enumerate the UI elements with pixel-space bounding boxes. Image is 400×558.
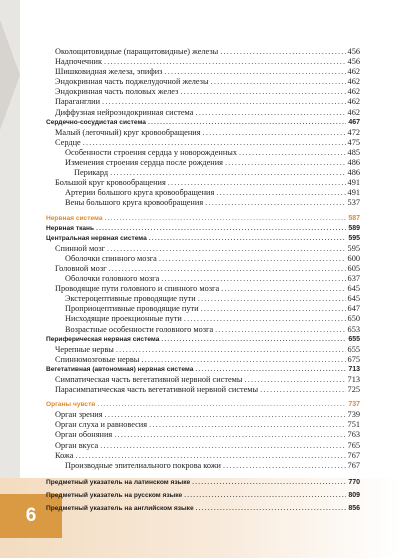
- toc-entry-title: Черепные нервы: [55, 344, 114, 354]
- toc-leader-dots: [141, 355, 345, 365]
- toc-entry[interactable]: [44, 138, 360, 148]
- toc-entry-title: Парасимпатическая часть вегетативной нервной системы: [55, 385, 259, 395]
- toc-leader-dots: [102, 97, 346, 107]
- toc-entry-page: 472: [347, 127, 360, 137]
- toc-entry-title: Малый (легочный) круг кровообращения: [55, 127, 201, 137]
- toc-entry[interactable]: [44, 420, 360, 430]
- toc-entry[interactable]: [44, 345, 360, 355]
- toc-entry-title: Экстероцептивные проводящие пути: [65, 294, 196, 304]
- toc-entry-page: 486: [347, 158, 360, 168]
- toc-entry-title: Предметный указатель на русском языке: [46, 491, 183, 499]
- toc-entry-title: Головной мозг: [55, 263, 107, 273]
- toc-entry-title: Изменения строения сердца после рождения: [65, 158, 223, 168]
- toc-entry[interactable]: [44, 234, 360, 244]
- toc-leader-dots: [149, 420, 345, 430]
- toc-entry-page: 765: [347, 440, 360, 450]
- toc-entry[interactable]: [44, 489, 360, 502]
- toc-entry-title: Возрастные особенности головного мозга: [65, 324, 214, 334]
- toc-entry[interactable]: [44, 57, 360, 67]
- toc-entry[interactable]: [44, 274, 360, 284]
- toc-entry-title: Перикард: [74, 168, 109, 178]
- toc-leader-dots: [216, 188, 345, 198]
- toc-entry-page: 647: [347, 304, 360, 314]
- toc-leader-dots: [161, 274, 345, 284]
- page-number: 6: [25, 505, 37, 526]
- toc-leader-dots: [239, 148, 346, 158]
- toc-entry-page: 650: [347, 314, 360, 324]
- toc-leader-dots: [211, 77, 346, 87]
- toc-entry-title: Вены большого круга кровообращения: [65, 198, 204, 208]
- toc-entry-title: Нисходящие проекционные пути: [65, 314, 182, 324]
- toc-entry-page: 462: [347, 107, 360, 117]
- toc-entry-page: 713: [347, 375, 360, 384]
- toc-entry[interactable]: [44, 244, 360, 254]
- toc-entry-page: 589: [348, 224, 360, 232]
- toc-entry-title: Орган обоняния: [55, 430, 113, 440]
- toc-leader-dots: [114, 430, 345, 440]
- toc-entry-page: 462: [347, 77, 360, 87]
- toc-leader-dots: [75, 451, 345, 461]
- toc-entry-page: 600: [347, 253, 360, 263]
- toc-entry[interactable]: [44, 355, 360, 365]
- toc-entry-title: Особенности строения сердца у новорожденных: [65, 147, 238, 157]
- toc-leader-dots: [184, 489, 346, 502]
- toc-entry-page: 462: [347, 67, 360, 77]
- toc-entry[interactable]: [44, 385, 360, 395]
- toc-leader-dots: [168, 178, 346, 188]
- toc-entry-page: 655: [347, 344, 360, 354]
- toc-leader-dots: [225, 158, 346, 168]
- toc-leader-dots: [110, 168, 345, 178]
- toc-leader-dots: [180, 87, 345, 97]
- toc-entry-title: Проприоцептивные проводящие пути: [65, 304, 199, 314]
- toc-entry[interactable]: [44, 461, 360, 471]
- toc-entry-title: Эндокринная часть поджелудочной железы: [55, 77, 209, 87]
- toc-entry[interactable]: [44, 294, 360, 304]
- toc-leader-dots: [203, 128, 346, 138]
- toc-leader-dots: [221, 284, 345, 294]
- toc-entry-page: 770: [348, 478, 360, 486]
- toc-entry[interactable]: [44, 400, 360, 410]
- toc-entry-page: 491: [347, 188, 360, 198]
- table-of-contents: [44, 47, 360, 515]
- toc-entry-page: 767: [347, 450, 360, 460]
- toc-entry[interactable]: [44, 214, 360, 224]
- toc-entry-title: Спинной мозг: [55, 243, 106, 253]
- toc-entry[interactable]: [44, 158, 360, 168]
- toc-entry[interactable]: [44, 304, 360, 314]
- toc-entry[interactable]: [44, 108, 360, 118]
- toc-leader-dots: [109, 264, 346, 274]
- toc-entry[interactable]: [44, 254, 360, 264]
- toc-leader-dots: [97, 400, 346, 410]
- toc-leader-dots: [104, 57, 346, 67]
- toc-entry[interactable]: [44, 97, 360, 107]
- toc-entry-title: Эндокринная часть половых желез: [55, 87, 179, 97]
- toc-entry-title: Центральная нервная система: [46, 234, 147, 242]
- toc-entry-title: Периферическая нервная система: [46, 335, 160, 343]
- toc-entry-page: 491: [347, 178, 360, 188]
- toc-entry-title: Шишковидная железа, эпифиз: [55, 67, 163, 77]
- toc-entry-title: Параганглии: [55, 97, 101, 107]
- toc-entry-page: 751: [347, 420, 360, 430]
- toc-entry[interactable]: [44, 118, 360, 128]
- toc-entry[interactable]: [44, 188, 360, 198]
- toc-leader-dots: [164, 67, 345, 77]
- toc-entry-title: Диффузная нейроэндокринная система: [55, 107, 194, 117]
- toc-entry[interactable]: [44, 47, 360, 57]
- toc-entry-page: 645: [347, 284, 360, 294]
- toc-entry-page: 595: [348, 234, 360, 242]
- toc-entry[interactable]: [44, 264, 360, 274]
- toc-leader-dots: [184, 314, 346, 324]
- toc-entry-page: 856: [348, 504, 360, 512]
- toc-leader-dots: [105, 410, 346, 420]
- toc-entry[interactable]: [44, 178, 360, 188]
- toc-entry-title: Надпочечник: [55, 57, 103, 67]
- toc-entry-title: Сердце: [55, 137, 81, 147]
- toc-entry-page: 713: [348, 365, 360, 373]
- toc-entry-title: Большой круг кровообращения: [55, 178, 166, 188]
- toc-leader-dots: [107, 244, 346, 254]
- toc-entry-title: Вегетативная (автономная) нервная система: [46, 365, 194, 373]
- toc-entry-page: 655: [348, 335, 360, 343]
- toc-entry[interactable]: [44, 67, 360, 77]
- toc-entry[interactable]: [44, 198, 360, 208]
- toc-entry[interactable]: [44, 128, 360, 138]
- toc-entry-page: 809: [348, 491, 360, 499]
- toc-entry[interactable]: [44, 441, 360, 451]
- left-margin-triangle: [0, 20, 20, 130]
- toc-leader-dots: [159, 254, 346, 264]
- toc-entry-title: Производные эпителиального покрова кожи: [65, 460, 221, 470]
- toc-entry[interactable]: [44, 87, 360, 97]
- toc-entry[interactable]: [44, 325, 360, 335]
- toc-entry-title: Околощитовидные (паращитовидные) железы: [55, 47, 219, 56]
- toc-leader-dots: [196, 502, 347, 515]
- toc-leader-dots: [201, 304, 346, 314]
- toc-entry[interactable]: [44, 148, 360, 158]
- toc-leader-dots: [149, 234, 347, 244]
- toc-entry-title: Орган зрения: [55, 410, 103, 420]
- toc-entry-title: Симпатическая часть вегетативной нервной системы: [55, 375, 243, 384]
- toc-entry[interactable]: [44, 168, 360, 178]
- toc-leader-dots: [198, 294, 346, 304]
- toc-leader-dots: [220, 47, 345, 57]
- toc-entry-page: 725: [347, 385, 360, 395]
- toc-entry-page: 739: [347, 410, 360, 420]
- toc-leader-dots: [195, 365, 346, 375]
- toc-entry[interactable]: [44, 314, 360, 324]
- toc-entry-title: Предметный указатель на латинском языке: [46, 478, 191, 486]
- toc-entry[interactable]: [44, 77, 360, 87]
- toc-leader-dots: [116, 345, 346, 355]
- toc-entry-page: 462: [347, 97, 360, 107]
- toc-entry[interactable]: [44, 451, 360, 461]
- toc-entry-title: Орган слуха и равновесия: [55, 420, 148, 430]
- toc-leader-dots: [260, 385, 345, 395]
- toc-leader-dots: [192, 476, 346, 489]
- toc-entry-page: 456: [347, 47, 360, 56]
- toc-entry-page: 675: [347, 354, 360, 364]
- toc-entry[interactable]: [44, 335, 360, 345]
- toc-entry-title: Предметный указатель на английском языке: [46, 504, 194, 512]
- toc-entry-page: 475: [347, 137, 360, 147]
- toc-entry-page: 456: [347, 57, 360, 67]
- toc-entry-title: Проводящие пути головного и спинного мозга: [55, 284, 220, 294]
- toc-entry-title: Орган вкуса: [55, 440, 99, 450]
- toc-entry-title: Оболочки спинного мозга: [65, 253, 157, 263]
- toc-entry-title: Нервная ткань: [46, 224, 95, 232]
- toc-entry-title: Оболочки головного мозга: [65, 274, 160, 284]
- toc-entry[interactable]: [44, 365, 360, 375]
- toc-entry[interactable]: [44, 410, 360, 420]
- toc-entry-page: 595: [347, 243, 360, 253]
- toc-entry-title: Спинномозговые нервы: [55, 354, 140, 364]
- toc-entry-title: Артерии большого круга кровообращения: [65, 188, 215, 198]
- toc-entry-page: 467: [348, 118, 360, 126]
- toc-leader-dots: [83, 138, 346, 148]
- toc-entry[interactable]: [44, 375, 360, 385]
- toc-leader-dots: [195, 108, 345, 118]
- toc-entry-page: 645: [347, 294, 360, 304]
- toc-entry[interactable]: [44, 284, 360, 294]
- toc-leader-dots: [100, 441, 345, 451]
- toc-entry-page: 485: [347, 147, 360, 157]
- toc-entry-page: 767: [347, 460, 360, 470]
- toc-leader-dots: [215, 325, 345, 335]
- toc-entry-page: 637: [347, 274, 360, 284]
- toc-leader-dots: [148, 118, 346, 128]
- toc-entry-title: Кожа: [55, 450, 74, 460]
- toc-entry-page: 605: [347, 263, 360, 273]
- toc-entry-title: Сердечно-сосудистая система: [46, 118, 146, 126]
- toc-entry-title: Органы чувств: [46, 401, 96, 409]
- toc-entry-title: Нервная система: [46, 214, 103, 222]
- toc-entry-page: 537: [347, 198, 360, 208]
- toc-entry-page: 737: [348, 401, 360, 409]
- toc-entry-page: 653: [347, 324, 360, 334]
- toc-entry[interactable]: [44, 224, 360, 234]
- toc-leader-dots: [244, 375, 345, 385]
- toc-entry[interactable]: [44, 476, 360, 489]
- toc-entry-page: 462: [347, 87, 360, 97]
- toc-leader-dots: [96, 224, 346, 234]
- toc-leader-dots: [223, 461, 346, 471]
- toc-entry-page: 587: [348, 214, 360, 222]
- toc-entry-page: 486: [347, 168, 360, 178]
- toc-entry-page: 763: [347, 430, 360, 440]
- toc-leader-dots: [161, 335, 346, 345]
- toc-leader-dots: [205, 198, 345, 208]
- toc-entry[interactable]: [44, 430, 360, 440]
- toc-entry[interactable]: [44, 502, 360, 515]
- toc-leader-dots: [105, 214, 347, 224]
